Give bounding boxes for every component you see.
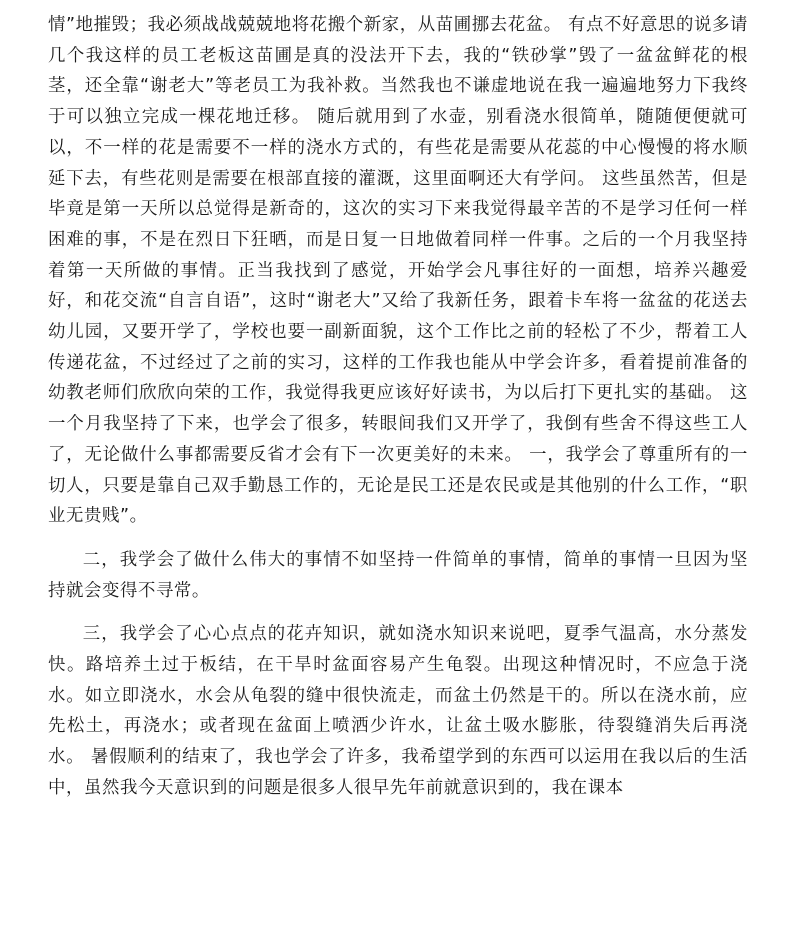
paragraph-lesson-three: 三，我学会了心心点点的花卉知识，就如浇水知识来说吧，夏季气温高，水分蒸发快。路培养土过于板结，在干旱时盆面容易产生龟裂。出现这种情况时，不应急于浇水。如立即浇水，水会从龟裂的缝中很快流走，而盆土仍然是干的。所以在浇水前，应先松土，再浇水；或者现在盆面上喷洒少许水，让盆土吸水膨胀，待裂缝消失后再浇水。 暑假顺利的结束了，我也学会了许多，我希望学到的东西可以运用在我以后的生活中，虽然我今天意识到的问题是很多人很早先年前就意识到的，我在课本 (48, 624, 748, 798)
paragraph-internship-narrative: 情”地摧毁；我必须战战兢兢地将花搬个新家，从苗圃挪去花盆。 有点不好意思的说多请几个我这样的员工老板这苗圃是真的没法开下去，我的“铁砂掌”毁了一盆盆鲜花的根茎，还全靠“谢老大”等老员工为我补救。当然我也不谦虚地说在我一遍遍地努力下我终于可以独立完成一棵花地迁移。 随后就用到了水壶，别看浇水很简单，随随便便就可以，不一样的花是需要不一样的浇水方式的，有些花是需要从花蕊的中心慢慢的将水顺延下去，有些花则是需要在根部直接的灌溉，这里面啊还大有学问。 这些虽然苦，但是毕竟是第一天所以总觉得是新奇的，这次的实习下来我觉得最辛苦的不是学习任何一样困难的事，不是在烈日下狂晒，而是日复一日地做着同样一件事。之后的一个月我坚持着第一天所做的事情。正当我找到了感觉，开始学会凡事往好的一面想，培养兴趣爱好，和花交流“自言自语”，这时“谢老大”又给了我新任务，跟着卡车将一盆盆的花送去幼儿园，又要开学了，学校也要一副新面貌，这个工作比之前的轻松了不少，帮着工人传递花盆，不过经过了之前的实习，这样的工作我也能从中学会许多，看着提前准备的幼教老师们欣欣向荣的工作，我觉得我更应该好好读书，为以后打下更扎实的基础。 这一个月我坚持了下来，也学会了很多，转眼间我们又开学了，我倒有些舍不得这些工人了，无论做什么事都需要反省才会有下一次更美好的未来。 一，我学会了尊重所有的一切人，只要是靠自己双手勤恳工作的，无论是民工还是农民或是其他别的什么工作，“职业无贵贱”。 (48, 15, 748, 527)
document-body (48, 10, 748, 804)
paragraph-lesson-two: 二，我学会了做什么伟大的事情不如坚持一件简单的事情，简单的事情一旦因为坚持就会变得不寻常。 (48, 549, 748, 601)
